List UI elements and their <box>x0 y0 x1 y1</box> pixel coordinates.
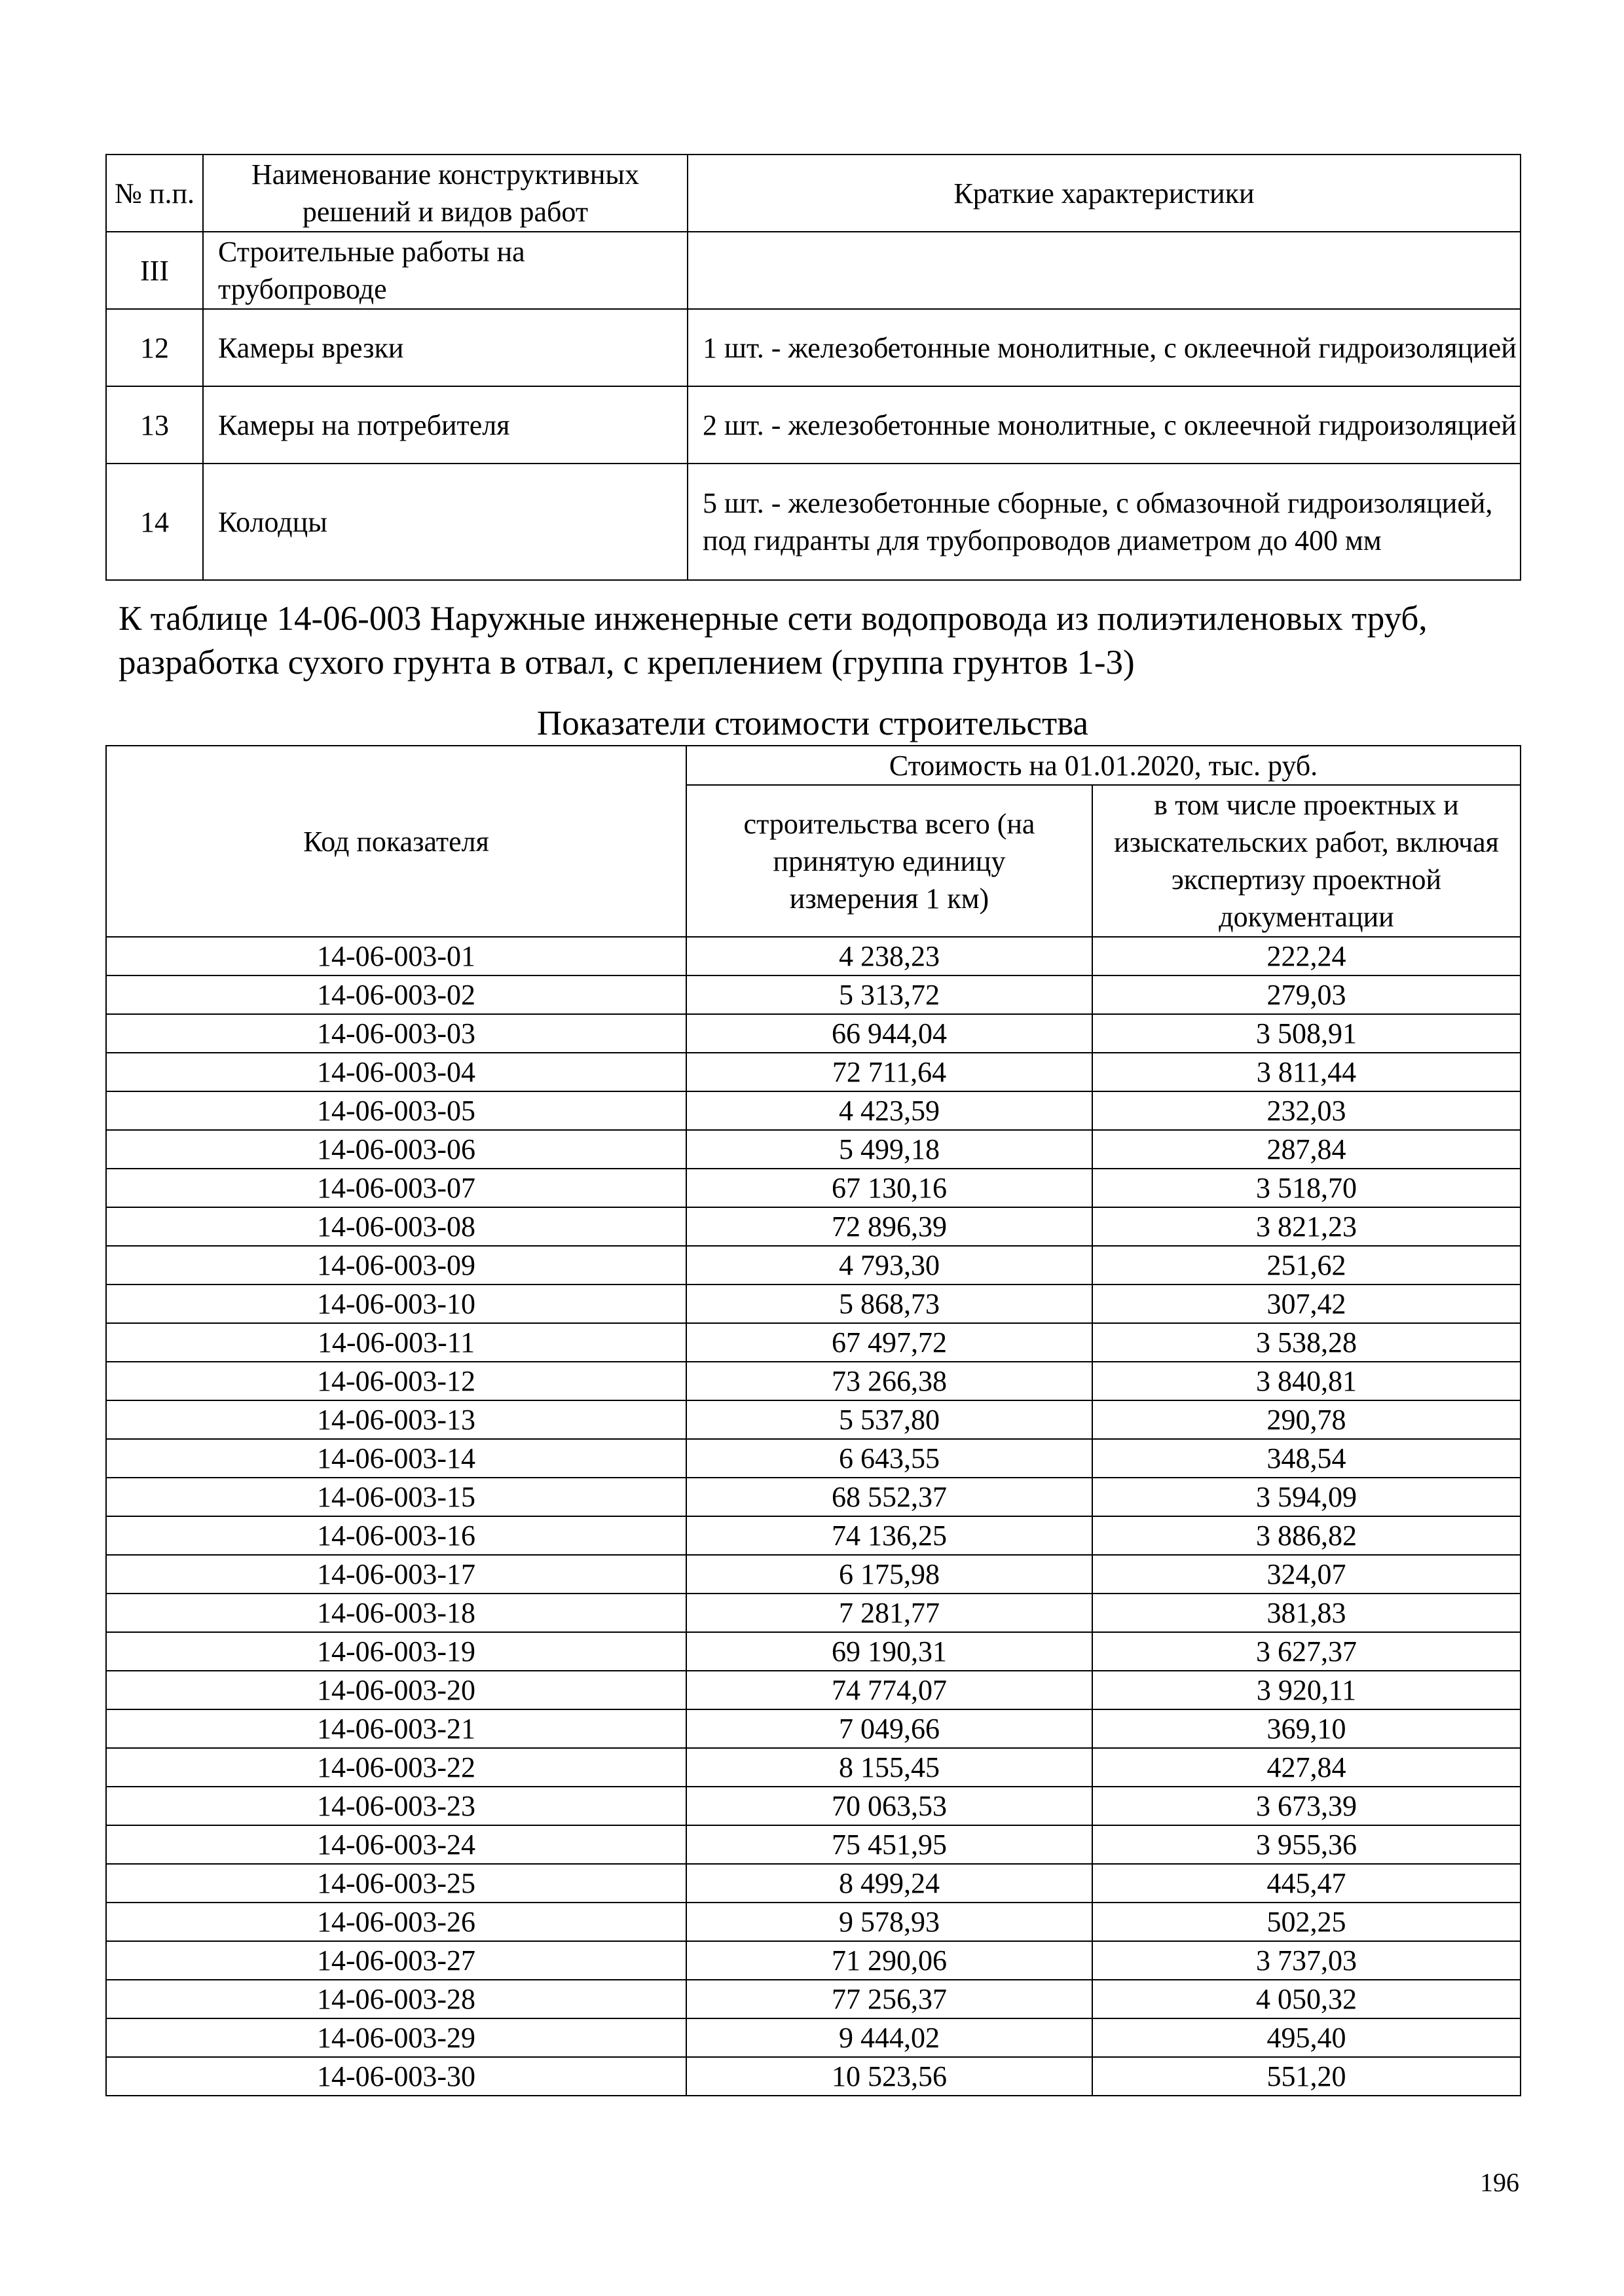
cell-code: 14-06-003-15 <box>106 1478 686 1516</box>
cell-design: 3 518,70 <box>1092 1169 1521 1207</box>
header-cost-group: Стоимость на 01.01.2020, тыс. руб. <box>686 746 1521 785</box>
cell-total: 77 256,37 <box>686 1980 1092 2018</box>
cell-design: 3 811,44 <box>1092 1053 1521 1091</box>
cell-total: 75 451,95 <box>686 1825 1092 1864</box>
cell-code: 14-06-003-24 <box>106 1825 686 1864</box>
cell-total: 73 266,38 <box>686 1362 1092 1400</box>
cell-design: 287,84 <box>1092 1130 1521 1169</box>
cell-design: 551,20 <box>1092 2057 1521 2096</box>
cell-design: 307,42 <box>1092 1285 1521 1323</box>
table-row <box>106 1516 1521 1555</box>
cell-code: 14-06-003-03 <box>106 1014 686 1053</box>
header-name: Наименование конструктивных решений и видов работ <box>203 155 688 232</box>
table-row <box>106 1439 1521 1478</box>
cell-total: 7 049,66 <box>686 1709 1092 1748</box>
row-name: Камеры врезки <box>203 309 688 386</box>
table-row <box>106 1362 1521 1400</box>
row-characteristics: 2 шт. - железобетонные монолитные, с оклеечной гидроизоляцией <box>688 386 1521 464</box>
table-row <box>106 232 1521 309</box>
cell-code: 14-06-003-17 <box>106 1555 686 1594</box>
cell-total: 70 063,53 <box>686 1787 1092 1825</box>
row-name: Колодцы <box>203 464 688 580</box>
table-row <box>106 1478 1521 1516</box>
row-num: 12 <box>106 309 203 386</box>
row-characteristics: 1 шт. - железобетонные монолитные, с оклеечной гидроизоляцией <box>688 309 1521 386</box>
table-row <box>106 1980 1521 2018</box>
header-design: в том числе проектных и изыскательских работ, включая экспертизу проектной документации <box>1092 785 1521 937</box>
cell-total: 67 497,72 <box>686 1323 1092 1362</box>
table-row <box>106 1246 1521 1285</box>
cost-table-header-row <box>106 746 1521 785</box>
cell-total: 4 423,59 <box>686 1091 1092 1130</box>
cell-code: 14-06-003-20 <box>106 1671 686 1709</box>
cell-total: 7 281,77 <box>686 1594 1092 1632</box>
cell-total: 71 290,06 <box>686 1941 1092 1980</box>
row-num: 14 <box>106 464 203 580</box>
page-number: 196 <box>1480 2168 1519 2197</box>
cell-total: 9 578,93 <box>686 1903 1092 1941</box>
cell-total: 6 175,98 <box>686 1555 1092 1594</box>
cell-design: 348,54 <box>1092 1439 1521 1478</box>
table-row <box>106 1594 1521 1632</box>
cell-code: 14-06-003-25 <box>106 1864 686 1903</box>
table-row <box>106 1323 1521 1362</box>
cell-design: 290,78 <box>1092 1400 1521 1439</box>
cell-code: 14-06-003-23 <box>106 1787 686 1825</box>
table-row <box>106 1285 1521 1323</box>
cell-code: 14-06-003-21 <box>106 1709 686 1748</box>
header-characteristics: Краткие характеристики <box>688 155 1521 232</box>
table-row <box>106 1671 1521 1709</box>
table-row <box>106 1130 1521 1169</box>
cell-total: 10 523,56 <box>686 2057 1092 2096</box>
cell-code: 14-06-003-30 <box>106 2057 686 2096</box>
cell-code: 14-06-003-10 <box>106 1285 686 1323</box>
cell-design: 369,10 <box>1092 1709 1521 1748</box>
cell-design: 445,47 <box>1092 1864 1521 1903</box>
cell-code: 14-06-003-18 <box>106 1594 686 1632</box>
table-row <box>106 1400 1521 1439</box>
cell-total: 72 896,39 <box>686 1207 1092 1246</box>
table-row <box>106 975 1521 1014</box>
cell-total: 9 444,02 <box>686 2018 1092 2057</box>
cell-design: 3 920,11 <box>1092 1671 1521 1709</box>
cell-code: 14-06-003-09 <box>106 1246 686 1285</box>
cell-design: 251,62 <box>1092 1246 1521 1285</box>
cell-total: 72 711,64 <box>686 1053 1092 1091</box>
cell-total: 4 793,30 <box>686 1246 1092 1285</box>
table-row <box>106 386 1521 464</box>
row-name: Камеры на потребителя <box>203 386 688 464</box>
cost-table-title: Показатели стоимости строительства <box>536 704 1089 742</box>
table-row <box>106 937 1521 975</box>
cell-code: 14-06-003-02 <box>106 975 686 1014</box>
header-code: Код показателя <box>106 746 686 937</box>
cell-total: 5 499,18 <box>686 1130 1092 1169</box>
table-row <box>106 464 1521 580</box>
cell-design: 4 050,32 <box>1092 1980 1521 2018</box>
table-row <box>106 2057 1521 2096</box>
cell-total: 66 944,04 <box>686 1014 1092 1053</box>
cell-design: 3 627,37 <box>1092 1632 1521 1671</box>
row-name: Строительные работы на трубопроводе <box>203 232 688 309</box>
table-row <box>106 1903 1521 1941</box>
cell-code: 14-06-003-14 <box>106 1439 686 1478</box>
row-num: 13 <box>106 386 203 464</box>
cell-total: 6 643,55 <box>686 1439 1092 1478</box>
row-characteristics: 5 шт. - железобетонные сборные, с обмазочной гидроизоляцией, под гидранты для трубопроводов диаметром до 400 мм <box>688 464 1521 580</box>
cell-total: 68 552,37 <box>686 1478 1092 1516</box>
section-paragraph: К таблице 14-06-003 Наружные инженерные сети водопровода из полиэтиленовых труб, разработка сухого грунта в отвал, с креплением (группа грунтов 1-3) <box>119 600 1428 682</box>
table-row <box>106 1207 1521 1246</box>
cell-code: 14-06-003-06 <box>106 1130 686 1169</box>
table-row <box>106 2018 1521 2057</box>
cell-total: 74 774,07 <box>686 1671 1092 1709</box>
cell-design: 279,03 <box>1092 975 1521 1014</box>
cell-total: 8 155,45 <box>686 1748 1092 1787</box>
cell-total: 5 868,73 <box>686 1285 1092 1323</box>
table-row <box>106 309 1521 386</box>
cell-design: 3 538,28 <box>1092 1323 1521 1362</box>
table-row <box>106 1825 1521 1864</box>
cell-code: 14-06-003-07 <box>106 1169 686 1207</box>
cell-design: 381,83 <box>1092 1594 1521 1632</box>
cell-total: 69 190,31 <box>686 1632 1092 1671</box>
cell-code: 14-06-003-19 <box>106 1632 686 1671</box>
cell-design: 3 886,82 <box>1092 1516 1521 1555</box>
cell-design: 495,40 <box>1092 2018 1521 2057</box>
cell-design: 3 508,91 <box>1092 1014 1521 1053</box>
cell-design: 427,84 <box>1092 1748 1521 1787</box>
table-row <box>106 1555 1521 1594</box>
cell-design: 3 673,39 <box>1092 1787 1521 1825</box>
cell-code: 14-06-003-12 <box>106 1362 686 1400</box>
table-row <box>106 1709 1521 1748</box>
table-row <box>106 1941 1521 1980</box>
cell-code: 14-06-003-04 <box>106 1053 686 1091</box>
cell-design: 3 821,23 <box>1092 1207 1521 1246</box>
cell-design: 502,25 <box>1092 1903 1521 1941</box>
cell-code: 14-06-003-08 <box>106 1207 686 1246</box>
cell-design: 3 840,81 <box>1092 1362 1521 1400</box>
cell-code: 14-06-003-16 <box>106 1516 686 1555</box>
cost-table-body <box>106 937 1521 2096</box>
table-row <box>106 1091 1521 1130</box>
cell-total: 74 136,25 <box>686 1516 1092 1555</box>
table-row <box>106 1864 1521 1903</box>
table-row <box>106 1748 1521 1787</box>
cell-design: 324,07 <box>1092 1555 1521 1594</box>
cell-design: 3 594,09 <box>1092 1478 1521 1516</box>
cost-table <box>105 745 1521 2096</box>
row-characteristics <box>688 232 1521 309</box>
cell-design: 3 955,36 <box>1092 1825 1521 1864</box>
cell-design: 3 737,03 <box>1092 1941 1521 1980</box>
cell-code: 14-06-003-05 <box>106 1091 686 1130</box>
table-row <box>106 1787 1521 1825</box>
row-num: III <box>106 232 203 309</box>
cell-code: 14-06-003-29 <box>106 2018 686 2057</box>
cell-total: 8 499,24 <box>686 1864 1092 1903</box>
cell-total: 67 130,16 <box>686 1169 1092 1207</box>
cell-code: 14-06-003-28 <box>106 1980 686 2018</box>
cell-code: 14-06-003-26 <box>106 1903 686 1941</box>
header-total: строительства всего (на принятую единицу измерения 1 км) <box>686 785 1092 937</box>
cell-total: 5 537,80 <box>686 1400 1092 1439</box>
cell-code: 14-06-003-11 <box>106 1323 686 1362</box>
structures-table <box>105 154 1521 581</box>
table-row <box>106 1053 1521 1091</box>
table-row <box>106 1169 1521 1207</box>
cell-total: 5 313,72 <box>686 975 1092 1014</box>
table-row <box>106 1632 1521 1671</box>
cell-code: 14-06-003-22 <box>106 1748 686 1787</box>
header-num: № п.п. <box>106 155 203 232</box>
cell-total: 4 238,23 <box>686 937 1092 975</box>
cell-design: 222,24 <box>1092 937 1521 975</box>
cell-code: 14-06-003-27 <box>106 1941 686 1980</box>
table-row <box>106 1014 1521 1053</box>
cell-code: 14-06-003-13 <box>106 1400 686 1439</box>
structures-table-header <box>106 155 1521 232</box>
cell-code: 14-06-003-01 <box>106 937 686 975</box>
cell-design: 232,03 <box>1092 1091 1521 1130</box>
